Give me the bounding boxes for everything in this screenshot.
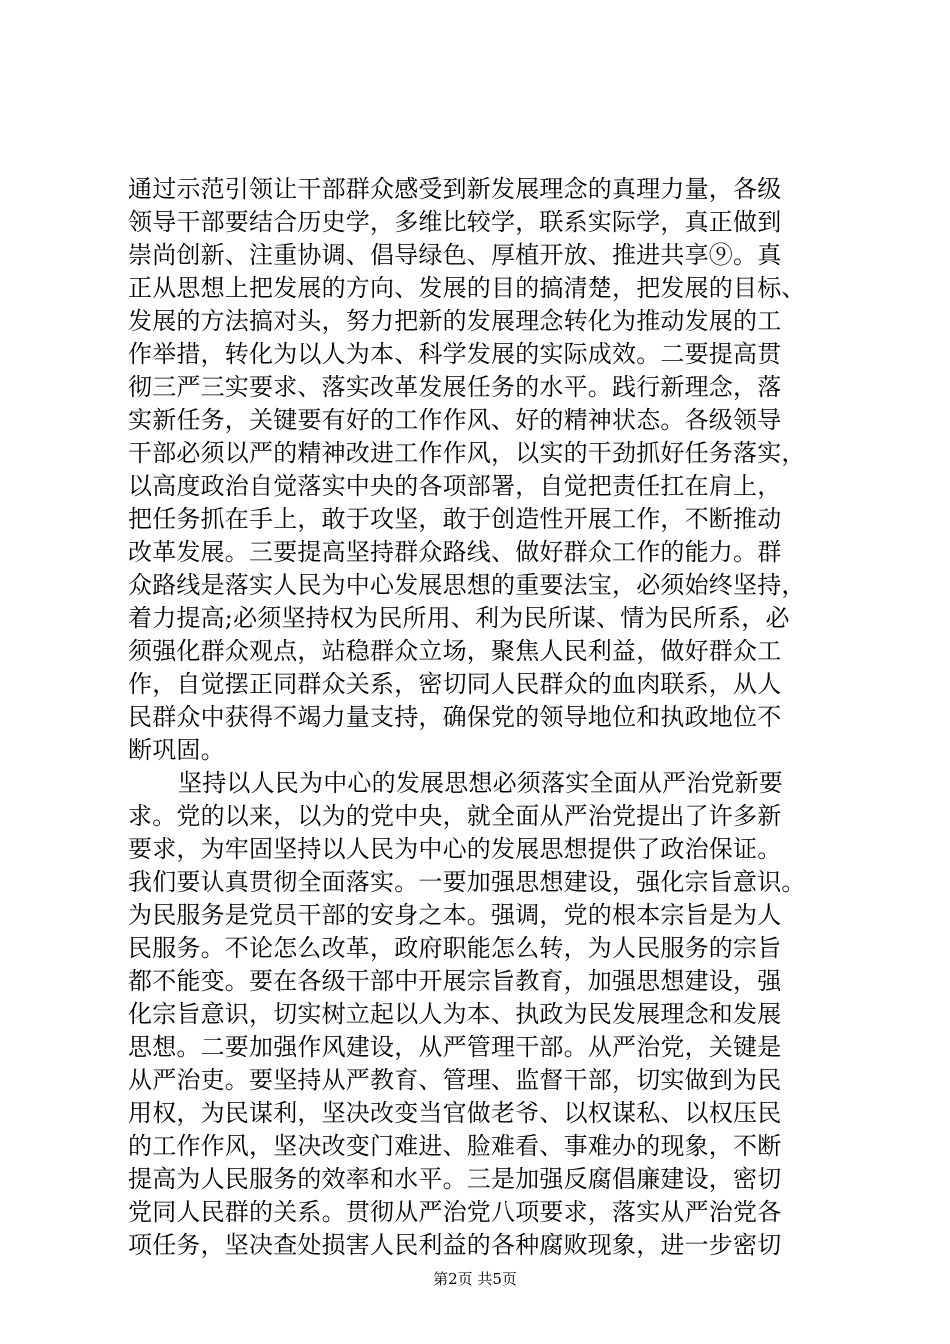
text-line: 发展的方法搞对头，努力把新的发展理念转化为推动发展的工	[128, 307, 782, 335]
paragraph-first-line: 坚持以人民为中心的发展思想必须落实全面从严治党新要	[178, 769, 783, 797]
text-line: 从严治吏。要坚持从严教育、管理、监督干部，切实做到为民	[128, 1066, 782, 1094]
text-line: 我们要认真贯彻全面落实。一要加强思想建设，强化宗旨意识。	[128, 868, 806, 896]
body-text	[128, 173, 828, 1262]
text-line: 民服务。不论怎么改革，政府职能怎么转，为人民服务的宗旨	[128, 934, 782, 962]
text-line: 要求，为牢固坚持以人民为中心的发展思想提供了政治保证。	[128, 835, 782, 863]
text-line: 以高度政治自觉落实中央的各项部署，自觉把责任扛在肩上，	[128, 472, 782, 500]
text-line: 项任务，坚决查处损害人民利益的各种腐败现象，进一步密切	[128, 1231, 782, 1259]
text-line: 党同人民群的关系。贯彻从严治党八项要求，落实从严治党各	[128, 1198, 782, 1226]
text-line: 须强化群众观点，站稳群众立场，聚焦人民利益，做好群众工	[128, 637, 782, 665]
text-line: 思想。二要加强作风建设，从严管理干部。从严治党，关键是	[128, 1033, 782, 1061]
text-line: 化宗旨意识，切实树立起以人为本、执政为民发展理念和发展	[128, 1000, 782, 1028]
text-line: 断巩固。	[128, 736, 225, 764]
text-line: 正从思想上把发展的方向、发展的目的搞清楚，把发展的目标、	[128, 274, 806, 302]
text-line: 作，自觉摆正同群众关系，密切同人民群众的血肉联系，从人	[128, 670, 782, 698]
text-line: 改革发展。三要提高坚持群众路线、做好群众工作的能力。群	[128, 538, 782, 566]
text-line: 领导干部要结合历史学，多维比较学，联系实际学，真正做到	[128, 208, 782, 236]
text-line: 实新任务，关键要有好的工作作风、好的精神状态。各级领导	[128, 406, 782, 434]
page-footer: 第2页 共5页	[433, 1270, 517, 1288]
text-line: 崇尚创新、注重协调、倡导绿色、厚植开放、推进共享⑨。真	[128, 241, 782, 269]
text-line: 为民服务是党员干部的安身之本。强调，党的根本宗旨是为人	[128, 901, 782, 929]
text-line: 的工作作风，坚决改变门难进、脸难看、事难办的现象，不断	[128, 1132, 782, 1160]
text-line: 干部必须以严的精神改进工作作风，以实的干劲抓好任务落实，	[128, 439, 806, 467]
text-line: 众路线是落实人民为中心发展思想的重要法宝，必须始终坚持，	[128, 571, 806, 599]
text-line: 把任务抓在手上，敢于攻坚，敢于创造性开展工作，不断推动	[128, 505, 782, 533]
text-line: 着力提高;必须坚持权为民所用、利为民所谋、情为民所系，必	[128, 604, 790, 632]
text-line: 民群众中获得不竭力量支持，确保党的领导地位和执政地位不	[128, 703, 782, 731]
text-line: 求。党的以来，以为的党中央，就全面从严治党提出了许多新	[128, 802, 782, 830]
text-line: 彻三严三实要求、落实改革发展任务的水平。践行新理念，落	[128, 373, 782, 401]
text-line: 作举措，转化为以人为本、科学发展的实际成效。二要提高贯	[128, 340, 782, 368]
text-line: 提高为人民服务的效率和水平。三是加强反腐倡廉建设，密切	[128, 1165, 782, 1193]
text-line: 都不能变。要在各级干部中开展宗旨教育，加强思想建设，强	[128, 967, 782, 995]
text-line: 用权，为民谋利，坚决改变当官做老爷、以权谋私、以权压民	[128, 1099, 782, 1127]
text-line: 通过示范引领让干部群众感受到新发展理念的真理力量，各级	[128, 175, 782, 203]
